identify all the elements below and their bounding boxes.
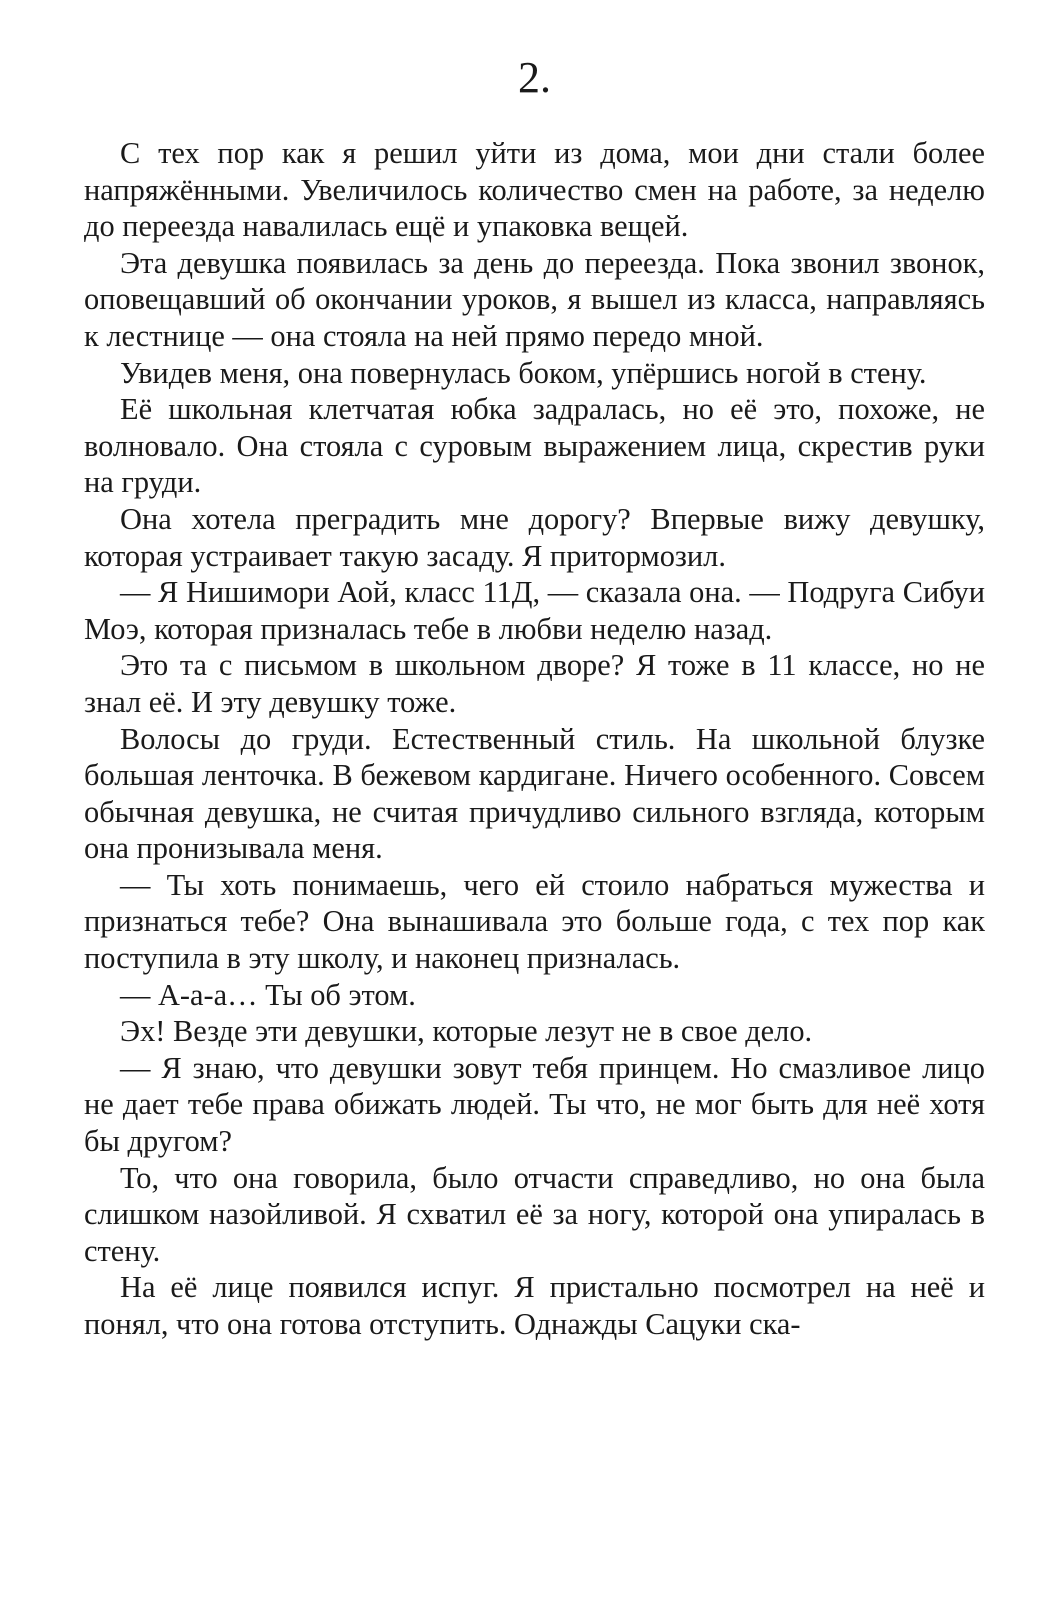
paragraph: Увидев меня, она повернулась боком, упёршись ногой в стену.	[120, 355, 927, 390]
paragraph: — Я Нишимори Аой, класс 11Д, — сказала она. — Подруга Сибуи Моэ, которая призналась тебе в любви неделю назад.	[84, 575, 985, 646]
paragraph: Она хотела преградить мне дорогу? Впервые вижу девушку, которая устраивает такую засаду. Я притормозил.	[84, 501, 985, 573]
chapter-title: 2.	[518, 53, 551, 102]
paragraph: — А-а-а… Ты об этом.	[120, 977, 416, 1012]
paragraph: Волосы до груди. Естественный стиль. На школьной блузке большая ленточка. В бежевом кардигане. Ничего особенного. Совсем обычная девушка, не считая причудливо сильного взгляда, которым она пронизывала меня.	[84, 721, 985, 866]
paragraph: С тех пор как я решил уйти из дома, мои дни стали более напряжёнными. Увеличилось количество смен на работе, за неделю до переезда навалилась ещё и упаковка вещей.	[84, 136, 985, 244]
paragraph: — Я знаю, что девушки зовут тебя принцем. Но смазливое лицо не дает тебе права обижать людей. Ты что, не мог быть для неё хотя бы другом?	[84, 1050, 985, 1159]
paragraph: Это та с письмом в школьном дворе? Я тоже в 11 классе, но не знал её. И эту девушку тоже.	[84, 648, 985, 719]
paragraph: Эх! Везде эти девушки, которые лезут не в свое дело.	[120, 1014, 813, 1049]
paragraph: На её лице появился испуг. Я пристально посмотрел на неё и понял, что она готова отступить. Однажды Сацуки ска-	[84, 1270, 985, 1341]
paragraph: То, что она говорила, было отчасти справедливо, но она была слишком назойливой. Я схватил её за ногу, которой она упиралась в стену.	[84, 1160, 985, 1268]
body-text	[84, 135, 985, 1343]
paragraph: Её школьная клетчатая юбка задралась, но её это, похоже, не волновало. Она стояла с суровым выражением лица, скрестив руки на груди.	[84, 392, 985, 500]
paragraph: — Ты хоть понимаешь, чего ей стоило набраться мужества и признаться тебе? Она вынашивала это больше года, с тех пор как поступила в эту школу, и наконец призналась.	[84, 867, 985, 976]
paragraph: Эта девушка появилась за день до переезда. Пока звонил звонок, оповещавший об окончании уроков, я вышел из класса, направляясь к лестнице — она стояла на ней прямо передо мной.	[84, 245, 985, 353]
